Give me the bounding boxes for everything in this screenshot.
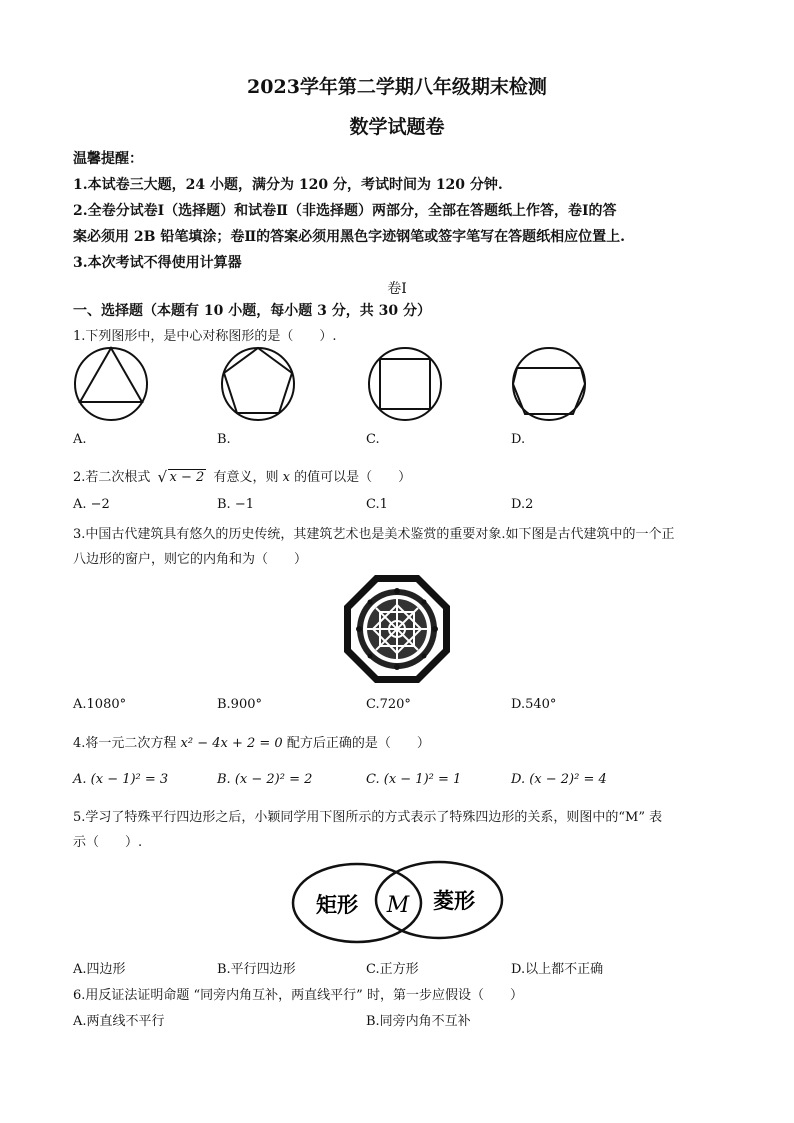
q4-suffix: 配方后正确的是（ ） (286, 736, 430, 751)
notice-item-2: 2.全卷分试卷Ⅰ（选择题）和试卷Ⅱ（非选择题）两部分，全部在答题纸上作答，卷Ⅰ的答 (73, 203, 617, 219)
exam-title: 2023学年第二学期八年级期末检测 (247, 76, 547, 98)
q1-option-b: B. (217, 432, 231, 447)
q5-option-d: D.以上都不正确 (511, 962, 604, 977)
q5-option-b: B.平行四边形 (217, 962, 296, 977)
q2-option-a: A. −2 (73, 497, 110, 512)
question-1-figures (0, 346, 794, 426)
q4-option-c: C. (x − 1)² = 1 (366, 772, 462, 787)
volume-label: 卷Ⅰ (387, 281, 407, 297)
q1-option-a: A. (73, 432, 87, 447)
sqrt-radicand: x − 2 (169, 470, 205, 485)
question-1-text: 1.下列图形中，是中心对称图形的是（ ）. (73, 329, 337, 344)
q2-option-b: B. −1 (217, 497, 254, 512)
notice-heading: 温馨提醒： (73, 151, 143, 167)
q4-prefix: 4.将一元二次方程 (73, 736, 177, 751)
sqrt-expression (158, 470, 207, 485)
venn-left-label: 矩形 (316, 892, 358, 917)
q4-equation: x² − 4x + 2 = 0 (180, 736, 283, 751)
figure-a-triangle-in-circle (75, 348, 147, 420)
notice-item-2-cont: 案必须用 2B 铅笔填涂；卷Ⅱ的答案必须用黑色字迹钢笔或签字笔写在答题纸相应位置上. (73, 229, 625, 245)
q4-option-a: A. (x − 1)² = 3 (73, 772, 169, 787)
q2-option-d: D.2 (511, 497, 534, 512)
q2-suffix: 的值可以是（ ） (294, 470, 412, 485)
q6-option-a: A.两直线不平行 (73, 1014, 165, 1029)
octagon-window-figure (342, 573, 452, 685)
q3-option-d: D.540° (511, 697, 557, 712)
exam-subtitle: 数学试题卷 (349, 116, 445, 138)
question-6-text: 6.用反证法证明命题 “同旁内角互补，两直线平行” 时，第一步应假设（ ） (73, 988, 523, 1003)
figure-c-square-in-circle (369, 348, 441, 420)
notice-item-3: 3.本次考试不得使用计算器 (73, 255, 242, 271)
q3-option-a: A.1080° (73, 697, 127, 712)
question-3-line-2: 八边形的窗户，则它的内角和为（ ） (73, 552, 308, 567)
q1-option-d: D. (511, 432, 526, 447)
q6-option-b: B.同旁内角不互补 (366, 1014, 471, 1029)
q4-option-b: B. (x − 2)² = 2 (217, 772, 313, 787)
section-1-heading: 一、选择题（本题有 10 小题，每小题 3 分，共 30 分） (73, 303, 431, 319)
q2-prefix: 2.若二次根式 (73, 470, 151, 485)
q3-option-c: C.720° (366, 697, 411, 712)
sqrt-symbol: √ (157, 468, 168, 486)
q5-option-a: A.四边形 (73, 962, 126, 977)
venn-right-label: 菱形 (433, 888, 475, 913)
venn-center-label: M (386, 893, 410, 918)
question-3-line-1: 3.中国古代建筑具有悠久的历史传统，其建筑艺术也是美术鉴赏的重要对象.如下图是古代建筑中的一个正 (73, 527, 675, 542)
venn-diagram (291, 860, 505, 946)
figure-d-trapezoid-in-circle (513, 348, 585, 420)
question-4-text (73, 732, 430, 751)
figure-b-pentagon-in-circle (222, 348, 294, 420)
q3-option-b: B.900° (217, 697, 262, 712)
q4-option-d: D. (x − 2)² = 4 (511, 772, 607, 787)
q2-variable: x (282, 470, 290, 485)
q1-option-c: C. (366, 432, 380, 447)
question-5-line-1: 5.学习了特殊平行四边形之后，小颖同学用下图所示的方式表示了特殊四边形的关系，则图中的“M” 表 (73, 810, 663, 825)
question-5-line-2: 示（ ）. (73, 835, 143, 850)
q5-option-c: C.正方形 (366, 962, 419, 977)
notice-item-1: 1.本试卷三大题，24 小题，满分为 120 分，考试时间为 120 分钟. (73, 177, 503, 193)
question-2-text (73, 466, 411, 485)
q2-mid: 有意义，则 (213, 470, 279, 485)
q2-option-c: C.1 (366, 497, 388, 512)
